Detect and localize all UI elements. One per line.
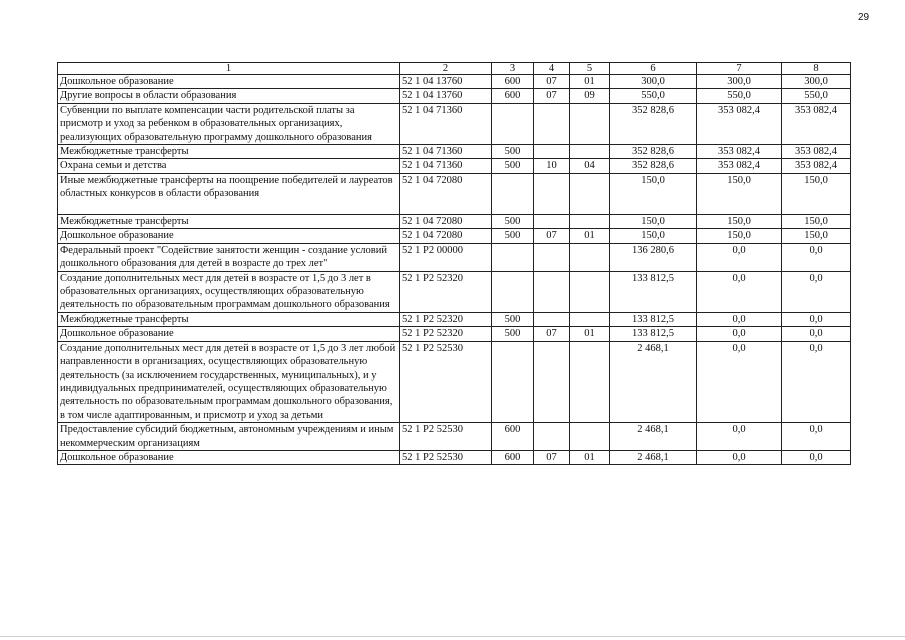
amount-col8-cell: 150,0 xyxy=(782,229,851,243)
expense-type-cell xyxy=(492,243,534,271)
subsection-cell: 04 xyxy=(570,159,610,173)
target-code-cell: 52 1 P2 52320 xyxy=(400,327,492,341)
amount-col8-cell: 353 082,4 xyxy=(782,103,851,144)
amount-col6-cell: 133 812,5 xyxy=(610,271,697,312)
amount-col8-cell: 0,0 xyxy=(782,243,851,271)
section-cell xyxy=(534,243,570,271)
amount-col7-cell: 0,0 xyxy=(697,312,782,326)
amount-col8-cell: 0,0 xyxy=(782,271,851,312)
amount-col7-cell: 0,0 xyxy=(697,243,782,271)
table-row xyxy=(58,173,851,214)
column-header: 4 xyxy=(534,63,570,75)
subsection-cell xyxy=(570,271,610,312)
column-header: 8 xyxy=(782,63,851,75)
target-code-cell: 52 1 04 71360 xyxy=(400,103,492,144)
table-row xyxy=(58,145,851,159)
subsection-cell xyxy=(570,312,610,326)
item-name-cell: Федеральный проект "Содействие занятости женщин - создание условий дошкольного образования для детей в возрасте до трех лет" xyxy=(58,243,400,271)
item-name-cell: Межбюджетные трансферты xyxy=(58,312,400,326)
item-name-cell: Дошкольное образование xyxy=(58,75,400,89)
table-row xyxy=(58,89,851,103)
column-header: 6 xyxy=(610,63,697,75)
amount-col7-cell: 550,0 xyxy=(697,89,782,103)
amount-col6-cell: 2 468,1 xyxy=(610,450,697,464)
amount-col8-cell: 353 082,4 xyxy=(782,159,851,173)
page-number: 29 xyxy=(858,12,870,23)
expense-type-cell: 500 xyxy=(492,159,534,173)
amount-col6-cell: 300,0 xyxy=(610,75,697,89)
amount-col8-cell: 0,0 xyxy=(782,327,851,341)
expense-type-cell xyxy=(492,173,534,214)
item-name-cell: Дошкольное образование xyxy=(58,450,400,464)
table-row xyxy=(58,159,851,173)
section-cell: 07 xyxy=(534,229,570,243)
bottom-rule xyxy=(0,636,905,637)
section-cell xyxy=(534,173,570,214)
amount-col8-cell: 150,0 xyxy=(782,215,851,229)
subsection-cell: 01 xyxy=(570,229,610,243)
amount-col8-cell: 0,0 xyxy=(782,423,851,451)
amount-col7-cell: 150,0 xyxy=(697,173,782,214)
amount-col7-cell: 150,0 xyxy=(697,215,782,229)
section-cell xyxy=(534,103,570,144)
table-header-row xyxy=(58,63,851,75)
amount-col6-cell: 150,0 xyxy=(610,229,697,243)
expense-type-cell: 500 xyxy=(492,229,534,243)
amount-col6-cell: 133 812,5 xyxy=(610,312,697,326)
table-row xyxy=(58,75,851,89)
section-cell xyxy=(534,312,570,326)
table-row xyxy=(58,327,851,341)
target-code-cell: 52 1 P2 52530 xyxy=(400,341,492,422)
expense-type-cell: 600 xyxy=(492,89,534,103)
column-header: 7 xyxy=(697,63,782,75)
expense-type-cell: 600 xyxy=(492,75,534,89)
section-cell xyxy=(534,341,570,422)
target-code-cell: 52 1 04 13760 xyxy=(400,75,492,89)
amount-col6-cell: 2 468,1 xyxy=(610,423,697,451)
amount-col6-cell: 150,0 xyxy=(610,173,697,214)
target-code-cell: 52 1 P2 52530 xyxy=(400,450,492,464)
expense-type-cell xyxy=(492,103,534,144)
subsection-cell: 09 xyxy=(570,89,610,103)
target-code-cell: 52 1 P2 52320 xyxy=(400,271,492,312)
target-code-cell: 52 1 04 71360 xyxy=(400,145,492,159)
column-header: 1 xyxy=(58,63,400,75)
amount-col7-cell: 0,0 xyxy=(697,327,782,341)
section-cell xyxy=(534,145,570,159)
amount-col6-cell: 150,0 xyxy=(610,215,697,229)
target-code-cell: 52 1 04 72080 xyxy=(400,173,492,214)
table-row xyxy=(58,229,851,243)
amount-col8-cell: 353 082,4 xyxy=(782,145,851,159)
table-body xyxy=(58,63,851,465)
amount-col8-cell: 150,0 xyxy=(782,173,851,214)
table-row xyxy=(58,103,851,144)
subsection-cell xyxy=(570,341,610,422)
section-cell xyxy=(534,215,570,229)
amount-col6-cell: 352 828,6 xyxy=(610,145,697,159)
amount-col8-cell: 550,0 xyxy=(782,89,851,103)
target-code-cell: 52 1 P2 52320 xyxy=(400,312,492,326)
section-cell: 07 xyxy=(534,75,570,89)
expense-type-cell: 500 xyxy=(492,215,534,229)
section-cell: 07 xyxy=(534,327,570,341)
item-name-cell: Межбюджетные трансферты xyxy=(58,145,400,159)
amount-col7-cell: 353 082,4 xyxy=(697,159,782,173)
table-row xyxy=(58,450,851,464)
subsection-cell xyxy=(570,243,610,271)
item-name-cell: Создание дополнительных мест для детей в возрасте от 1,5 до 3 лет любой направленности в организациях, осуществляющих образовательную деятельность (за исключением государственных, муниципальных), и у индивидуальных предпринимателей, осуществляющих образовательную деятельность по образовательным программам дошкольного образования, в том числе адаптированным, и присмотр и уход за детьми xyxy=(58,341,400,422)
expense-type-cell xyxy=(492,341,534,422)
amount-col6-cell: 550,0 xyxy=(610,89,697,103)
amount-col8-cell: 300,0 xyxy=(782,75,851,89)
amount-col7-cell: 353 082,4 xyxy=(697,103,782,144)
subsection-cell xyxy=(570,145,610,159)
item-name-cell: Дошкольное образование xyxy=(58,229,400,243)
target-code-cell: 52 1 04 71360 xyxy=(400,159,492,173)
amount-col7-cell: 150,0 xyxy=(697,229,782,243)
section-cell xyxy=(534,271,570,312)
subsection-cell: 01 xyxy=(570,75,610,89)
item-name-cell: Иные межбюджетные трансферты на поощрение победителей и лауреатов областных конкурсов в области образования xyxy=(58,173,400,214)
column-header: 2 xyxy=(400,63,492,75)
item-name-cell: Другие вопросы в области образования xyxy=(58,89,400,103)
expense-type-cell xyxy=(492,271,534,312)
target-code-cell: 52 1 P2 52530 xyxy=(400,423,492,451)
target-code-cell: 52 1 04 72080 xyxy=(400,229,492,243)
amount-col8-cell: 0,0 xyxy=(782,312,851,326)
section-cell: 07 xyxy=(534,89,570,103)
amount-col6-cell: 352 828,6 xyxy=(610,103,697,144)
section-cell xyxy=(534,423,570,451)
item-name-cell: Дошкольное образование xyxy=(58,327,400,341)
amount-col8-cell: 0,0 xyxy=(782,450,851,464)
target-code-cell: 52 1 P2 00000 xyxy=(400,243,492,271)
expense-type-cell: 500 xyxy=(492,145,534,159)
subsection-cell: 01 xyxy=(570,450,610,464)
amount-col7-cell: 0,0 xyxy=(697,271,782,312)
amount-col7-cell: 353 082,4 xyxy=(697,145,782,159)
subsection-cell xyxy=(570,103,610,144)
amount-col7-cell: 0,0 xyxy=(697,450,782,464)
expense-type-cell: 500 xyxy=(492,327,534,341)
table-row xyxy=(58,243,851,271)
amount-col6-cell: 352 828,6 xyxy=(610,159,697,173)
expense-type-cell: 600 xyxy=(492,450,534,464)
table-row xyxy=(58,341,851,422)
table-row xyxy=(58,423,851,451)
table-row xyxy=(58,312,851,326)
item-name-cell: Предоставление субсидий бюджетным, автономным учреждениям и иным некоммерческим организациям xyxy=(58,423,400,451)
section-cell: 10 xyxy=(534,159,570,173)
subsection-cell xyxy=(570,173,610,214)
column-header: 5 xyxy=(570,63,610,75)
amount-col7-cell: 0,0 xyxy=(697,341,782,422)
amount-col7-cell: 0,0 xyxy=(697,423,782,451)
item-name-cell: Создание дополнительных мест для детей в возрасте от 1,5 до 3 лет в образовательных организациях, осуществляющих образовательную деятельность по образовательным программам дошкольного образования xyxy=(58,271,400,312)
column-header: 3 xyxy=(492,63,534,75)
amount-col6-cell: 136 280,6 xyxy=(610,243,697,271)
subsection-cell xyxy=(570,215,610,229)
expense-type-cell: 500 xyxy=(492,312,534,326)
subsection-cell: 01 xyxy=(570,327,610,341)
budget-table xyxy=(57,62,851,465)
amount-col8-cell: 0,0 xyxy=(782,341,851,422)
expense-type-cell: 600 xyxy=(492,423,534,451)
amount-col7-cell: 300,0 xyxy=(697,75,782,89)
table-row xyxy=(58,271,851,312)
target-code-cell: 52 1 04 72080 xyxy=(400,215,492,229)
table-row xyxy=(58,215,851,229)
item-name-cell: Субвенции по выплате компенсации части родительской платы за присмотр и уход за ребенком в образовательных организациях, реализующих образовательную программу дошкольного образования xyxy=(58,103,400,144)
item-name-cell: Межбюджетные трансферты xyxy=(58,215,400,229)
target-code-cell: 52 1 04 13760 xyxy=(400,89,492,103)
section-cell: 07 xyxy=(534,450,570,464)
item-name-cell: Охрана семьи и детства xyxy=(58,159,400,173)
amount-col6-cell: 2 468,1 xyxy=(610,341,697,422)
subsection-cell xyxy=(570,423,610,451)
amount-col6-cell: 133 812,5 xyxy=(610,327,697,341)
